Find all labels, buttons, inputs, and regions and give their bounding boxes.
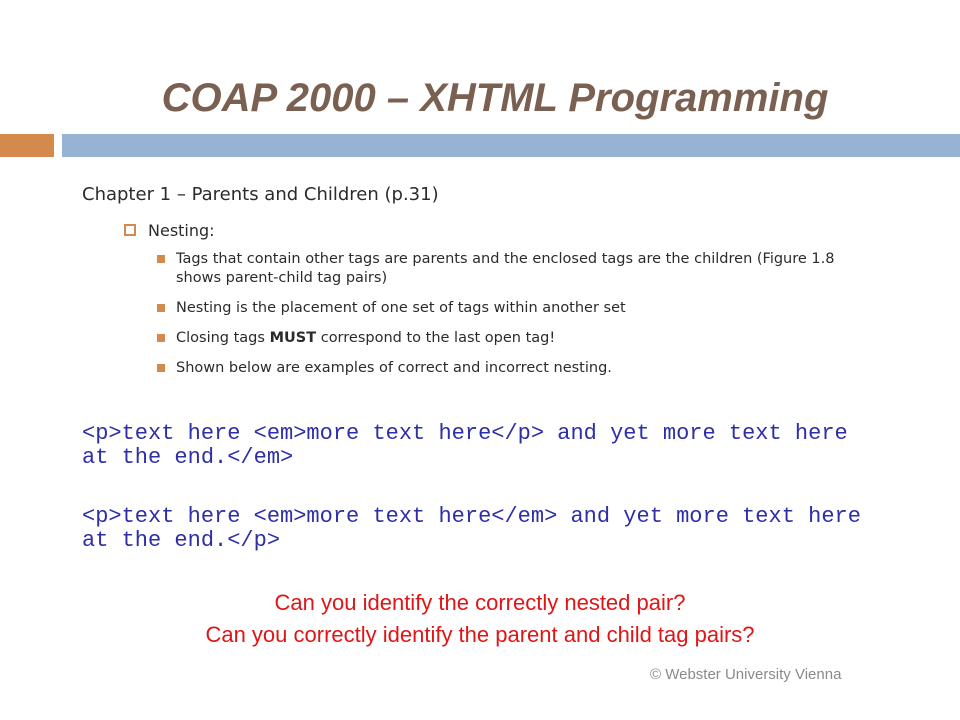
list-item (157, 329, 847, 348)
bullet-text-after: correspond to the last open tag! (316, 330, 556, 346)
code-example-incorrect: <p>text here <em>more text here</p> and yet more text here at the end.</em> (82, 421, 861, 470)
bullet-text-bold: MUST (269, 330, 317, 346)
footer-copyright: © Webster University Vienna (650, 666, 842, 683)
bullet-text-before: Closing tags (176, 330, 270, 346)
square-bullet-icon (157, 304, 165, 312)
bullet-text: Tags that contain other tags are parents and the enclosed tags are the children (Figure 1.8 shows parent-child tag pairs) (176, 251, 835, 286)
bullet-list (157, 250, 847, 389)
bullet-text: Nesting is the placement of one set of tags within another set (176, 300, 626, 316)
list-item (157, 359, 847, 378)
square-bullet-icon (157, 255, 165, 263)
chapter-heading: Chapter 1 – Parents and Children (p.31) (82, 184, 439, 205)
accent-bar-orange (0, 134, 54, 157)
accent-bar-blue (62, 134, 960, 157)
code-example-correct: <p>text here <em>more text here</em> and yet more text here at the end.</p> (82, 504, 875, 553)
list-item (157, 299, 847, 318)
square-bullet-icon (157, 364, 165, 372)
question-nested-pair: Can you identify the correctly nested pair? (274, 590, 686, 615)
nesting-subheading: Nesting: (148, 221, 215, 240)
question-parent-child: Can you correctly identify the parent and child tag pairs? (205, 622, 755, 647)
square-bullet-icon (157, 334, 165, 342)
list-item (157, 250, 847, 288)
slide-title: COAP 2000 – XHTML Programming (161, 76, 829, 120)
bullet-text: Shown below are examples of correct and incorrect nesting. (176, 360, 612, 376)
hollow-square-bullet-icon (124, 224, 136, 236)
